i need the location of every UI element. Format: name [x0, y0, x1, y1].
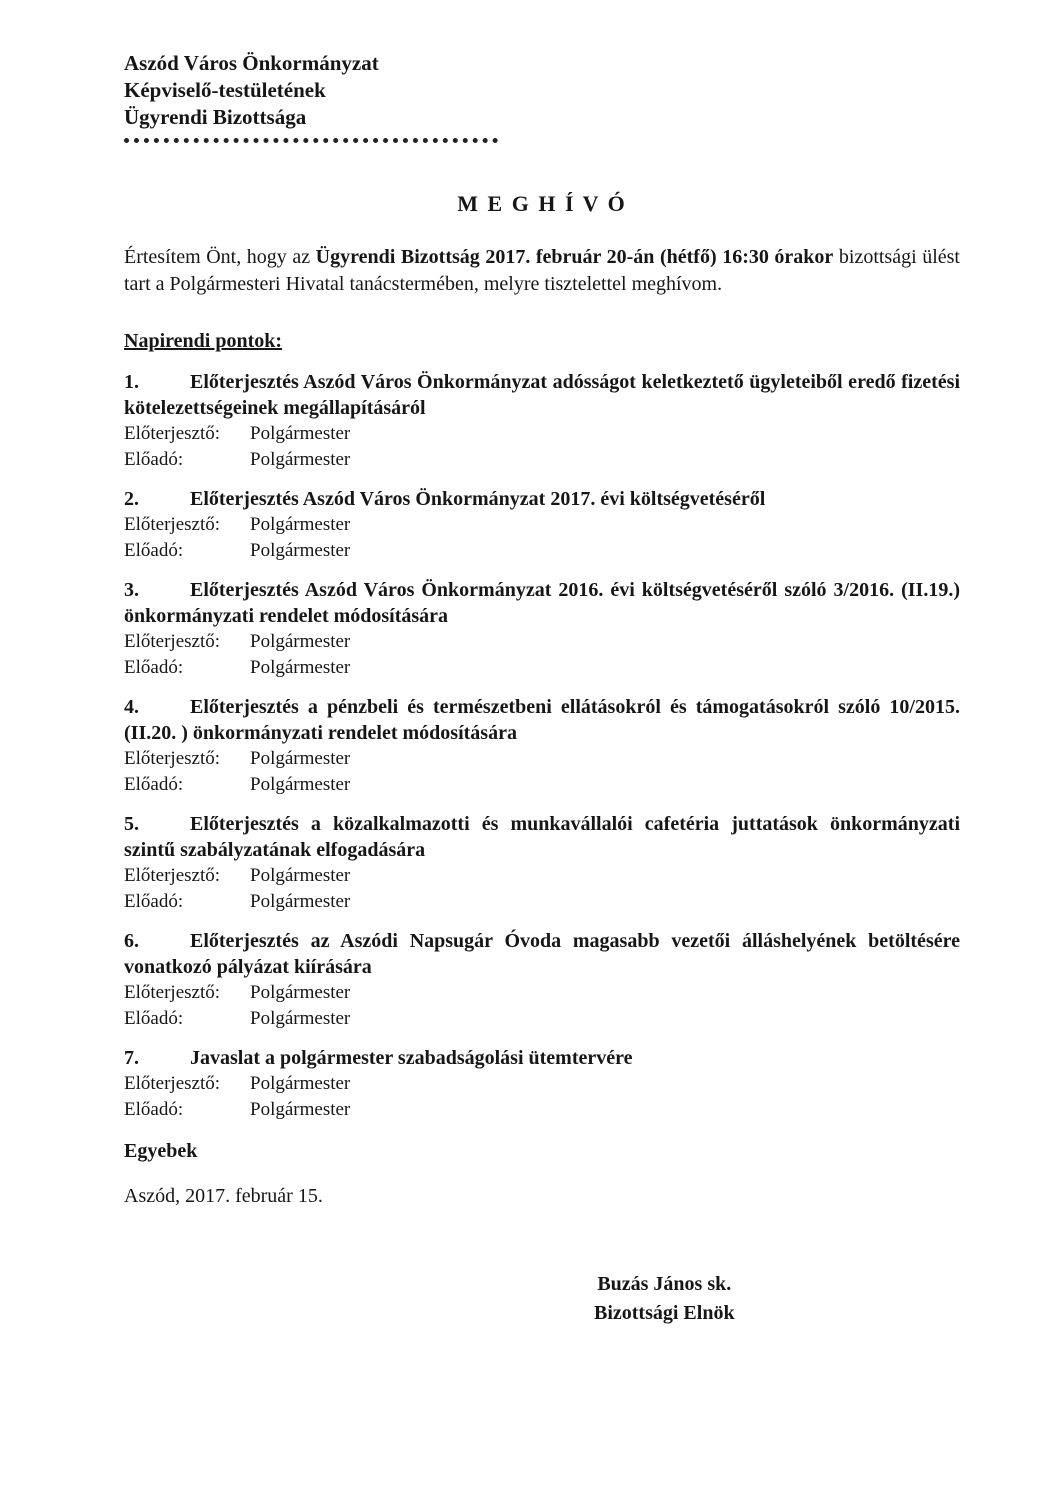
- org-header: [124, 50, 960, 131]
- agenda-item-title: [124, 577, 960, 629]
- intro-text-end: bizottsági ülést tart a Polgármesteri Hivatal tanácstermében, melyre tisztelettel meghívom.: [124, 246, 960, 295]
- signature-name: Buzás János sk.: [597, 1273, 732, 1295]
- presenter-label: Előterjesztő:: [124, 748, 221, 769]
- agenda-item-number: 1.: [124, 371, 139, 393]
- signature-block: [594, 1270, 735, 1328]
- agenda-item-2: [124, 486, 960, 563]
- agenda-item-1: [124, 369, 960, 472]
- intro-text-start: Értesítem Önt, hogy az: [124, 246, 316, 268]
- agenda-item-number: 2.: [124, 488, 139, 510]
- intro-paragraph: [124, 244, 960, 298]
- speaker-value: Polgármester: [250, 656, 351, 678]
- presenter-value: Polgármester: [250, 514, 351, 535]
- speaker-row: [124, 1006, 960, 1032]
- agenda-item-title-text: Előterjesztés a közalkalmazotti és munkavállalói cafetéria juttatások önkormányzati szintű szabályzatának elfogadására: [124, 813, 960, 861]
- presenter-label: Előterjesztő:: [124, 514, 221, 535]
- agenda-item-title-text: Javaslat a polgármester szabadságolási ütemtervére: [190, 1047, 633, 1069]
- speaker-label: Előadó:: [124, 448, 184, 470]
- presenter-value: Polgármester: [250, 748, 351, 769]
- speaker-row: [124, 889, 960, 915]
- other-items-heading: Egyebek: [124, 1140, 198, 1162]
- document-title: M E G H Í V Ó: [457, 191, 627, 216]
- date-line: Aszód, 2017. február 15.: [124, 1185, 323, 1207]
- presenter-value: Polgármester: [250, 982, 351, 1003]
- signature-title: Bizottsági Elnök: [594, 1302, 735, 1324]
- agenda-item-3: [124, 577, 960, 680]
- presenter-label: Előterjesztő:: [124, 865, 221, 886]
- speaker-value: Polgármester: [250, 773, 351, 795]
- agenda-item-6: [124, 928, 960, 1031]
- speaker-row: [124, 655, 960, 681]
- org-name: Aszód Város Önkormányzat: [124, 51, 379, 75]
- intro-text-bold: Ügyrendi Bizottság 2017. február 20-án (hétfő) 16:30 órakor: [315, 246, 834, 268]
- speaker-value: Polgármester: [250, 539, 351, 561]
- agenda-item-title: [124, 369, 960, 421]
- presenter-value: Polgármester: [250, 423, 351, 444]
- agenda-item-title-text: Előterjesztés Aszód Város Önkormányzat 2016. évi költségvetéséről szóló 3/2016. (II.19.) önkormányzati rendelet módosítására: [124, 579, 960, 627]
- presenter-row: [124, 421, 960, 447]
- speaker-row: [124, 447, 960, 473]
- agenda-item-number: 3.: [124, 579, 139, 601]
- presenter-row: [124, 863, 960, 889]
- org-committee: Ügyrendi Bizottsága: [124, 105, 307, 129]
- agenda-item-7: [124, 1045, 960, 1122]
- presenter-label: Előterjesztő:: [124, 423, 221, 444]
- speaker-label: Előadó:: [124, 1098, 184, 1120]
- speaker-value: Polgármester: [250, 448, 351, 470]
- presenter-label: Előterjesztő:: [124, 631, 221, 652]
- agenda-item-title: [124, 1045, 960, 1071]
- speaker-value: Polgármester: [250, 1007, 351, 1029]
- presenter-label: Előterjesztő:: [124, 982, 221, 1003]
- agenda-item-title-text: Előterjesztés a pénzbeli és természetbeni ellátásokról és támogatásokról szóló 10/2015. (II.20. ) önkormányzati rendelet módosítására: [124, 696, 960, 744]
- agenda-item-title: [124, 486, 960, 512]
- speaker-label: Előadó:: [124, 539, 184, 561]
- agenda-item-5: [124, 811, 960, 914]
- presenter-value: Polgármester: [250, 631, 351, 652]
- agenda-item-title: [124, 928, 960, 980]
- presenter-row: [124, 629, 960, 655]
- agenda-item-title-text: Előterjesztés az Aszódi Napsugár Óvoda magasabb vezetői álláshelyének betöltésére vonatkozó pályázat kiírására: [124, 930, 960, 978]
- speaker-label: Előadó:: [124, 656, 184, 678]
- presenter-row: [124, 980, 960, 1006]
- speaker-label: Előadó:: [124, 773, 184, 795]
- agenda-item-number: 7.: [124, 1047, 139, 1069]
- agenda-item-title-text: Előterjesztés Aszód Város Önkormányzat adósságot keletkeztető ügyleteiből eredő fizetési kötelezettségeinek megállapításáról: [124, 371, 960, 419]
- presenter-row: [124, 1071, 960, 1097]
- presenter-label: Előterjesztő:: [124, 1073, 221, 1094]
- agenda-item-number: 6.: [124, 930, 139, 952]
- dotted-separator: [124, 138, 498, 143]
- speaker-label: Előadó:: [124, 890, 184, 912]
- agenda-item-title-text: Előterjesztés Aszód Város Önkormányzat 2017. évi költségvetéséről: [190, 488, 766, 510]
- speaker-value: Polgármester: [250, 890, 351, 912]
- speaker-row: [124, 538, 960, 564]
- agenda-heading: Napirendi pontok:: [124, 330, 283, 352]
- agenda-item-number: 4.: [124, 696, 139, 718]
- speaker-row: [124, 1097, 960, 1123]
- agenda-item-number: 5.: [124, 813, 139, 835]
- agenda-item-title: [124, 694, 960, 746]
- presenter-value: Polgármester: [250, 1073, 351, 1094]
- speaker-value: Polgármester: [250, 1098, 351, 1120]
- agenda-item-title: [124, 811, 960, 863]
- presenter-row: [124, 512, 960, 538]
- speaker-label: Előadó:: [124, 1007, 184, 1029]
- presenter-value: Polgármester: [250, 865, 351, 886]
- org-body: Képviselő-testületének: [124, 78, 326, 102]
- speaker-row: [124, 772, 960, 798]
- agenda-item-4: [124, 694, 960, 797]
- presenter-row: [124, 746, 960, 772]
